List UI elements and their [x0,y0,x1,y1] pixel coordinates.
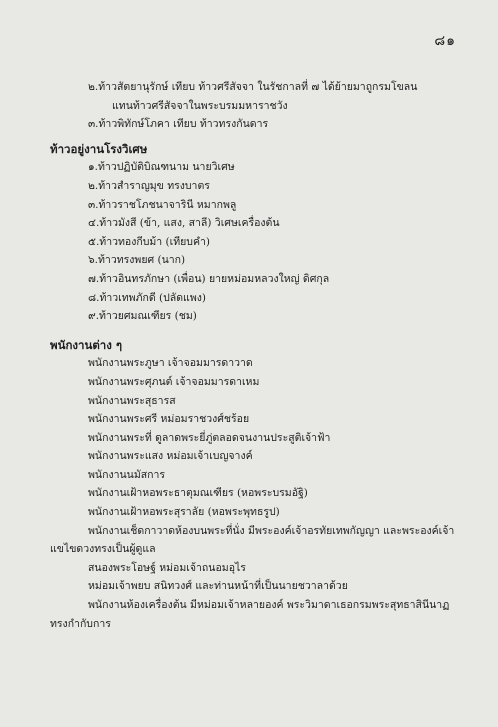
paragraph-line: พนักงานห้องเครื่องต้น มีหม่อมเจ้าหลายองค์ พระวิมาดาเธอกรมพระสุทธาสินีนาฏ [88,599,450,612]
list-item: ๘.ท้าวเทพภักดี (ปลัดแพง) [88,291,206,304]
list-line: พนักงานพระแสง หม่อมเจ้าเบญจางค์ [88,450,253,463]
paragraph-line: แขไขดวงทรงเป็นผู้ดูแล [50,543,156,556]
list-line: พนักงานนมัสการ [88,468,166,481]
list-line: พนักงานพระศรี หม่อมราชวงศ์ชร้อย [88,413,250,426]
list-line: พนักงานเฝ้าหอพระสุราลัย (หอพระพุทธรูป) [88,506,280,519]
paragraph-line: พนักงานเช็ดกาวาดห้องบนพระที่นั่ง มีพระองค์เจ้าอรทัยเทพกัญญา และพระองค์เจ้า [88,524,455,537]
paragraph-line: สนองพระโอษฐ์ หม่อมเจ้าถนอมอุไร [88,561,246,574]
page-content [50,78,470,633]
list-item: ๖.ท้าวทรงพยศ (นาก) [88,254,186,267]
paragraph-line: ทรงกำกับการ [50,617,111,630]
list-line: พนักงานเฝ้าหอพระธาตุมณเฑียร (หอพระบรมอัฐิ) [88,487,308,500]
list-line: พนักงานพระที่ ดูลาดพระยี่ภู่ตลอดจนงานประสูติเจ้าฟ้า [88,431,331,444]
list-line: พนักงานพระศุภนต์ เจ้าจอมมารดาเหม [88,375,260,388]
list-item: ๔.ท้าวมังสี (ข้า, แสง, สาลี) วิเศษเครื่องต้น [88,217,280,230]
list-item: ๒.ท้าวสัตยานุรักษ์ เทียบ ท้าวศรีสัจจา ในรัชกาลที่ ๗ ได้ย้ายมาถูกรมโขลน [88,81,418,93]
list-item: ๒.ท้าวสำราญมุข ทรงบาตร [88,179,210,192]
list-item: ๙.ท้าวยศมณเฑียร (ชม) [88,310,197,323]
paragraph-line: หม่อมเจ้าพยบ สนิทวงศ์ และท่านหน้าที่เป็นนายชวาลาด้วย [88,580,348,593]
list-item-continuation: แทนท้าวศรีสัจจาในพระบรมมหาราชวัง [112,99,288,112]
list-line: พนักงานพระภูษา เจ้าจอมมารดาวาด [88,357,253,370]
list-item: ๓.ท้าวพิทักษ์โภคา เทียบ ท้าวทรงกันดาร [88,118,269,131]
list-item: ๕.ท้าวทองกีบม้า (เทียบคำ) [88,235,210,248]
list-line: พนักงานพระสุธารส [88,394,176,407]
page-number: ๘๑ [434,33,456,49]
section-heading: ท้าวอยู่งานโรงวิเศษ [50,141,148,156]
section-heading: พนักงานต่าง ๆ [50,337,123,352]
list-item: ๓.ท้าวราชโภชนาจารินี หมากพลู [88,198,237,211]
list-item: ๗.ท้าวอินทรภักษา (เพื่อน) ยายหม่อมหลวงใหญ่ ดิศกุล [88,272,330,285]
list-item: ๑.ท้าวปฏิบัติบิณฑนาม นายวิเศษ [88,161,235,174]
